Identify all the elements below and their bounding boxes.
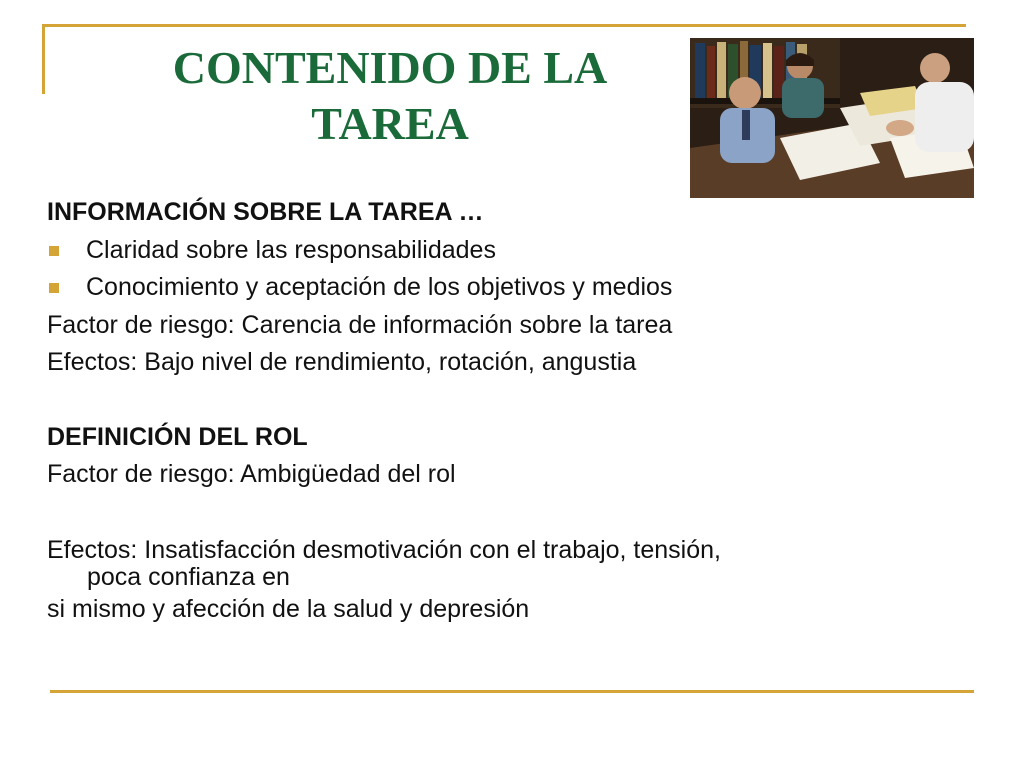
efectos-2-line-2: poca confianza en — [87, 562, 290, 591]
slide-title — [100, 40, 680, 152]
bullet-text: Claridad sobre las responsabilidades — [86, 235, 496, 264]
heading-definicion-rol: DEFINICIÓN DEL ROL — [47, 422, 308, 451]
efectos-2-line-1: Efectos: Insatisfacción desmotivación con el trabajo, tensión, — [47, 535, 721, 564]
square-bullet-icon — [49, 283, 59, 293]
factor-riesgo-2: Factor de riesgo: Ambigüedad del rol — [47, 460, 456, 488]
spacer — [47, 382, 947, 419]
bullet-text: Conocimiento y aceptación de los objetivos y medios — [86, 273, 673, 301]
photo-illustration — [690, 38, 974, 198]
top-accent-line — [42, 24, 966, 27]
spacer — [47, 494, 947, 531]
slide-title-line-1: CONTENIDO DE LA — [172, 42, 608, 93]
heading-informacion: INFORMACIÓN SOBRE LA TAREA … — [47, 198, 484, 226]
bullet-item — [47, 232, 947, 270]
bullet-item — [47, 269, 947, 307]
slide-title-line-2: TAREA — [311, 98, 469, 149]
slide-body — [47, 194, 947, 628]
left-accent-line — [42, 24, 45, 94]
bottom-accent-line — [50, 690, 974, 693]
factor-riesgo-1: Factor de riesgo: Carencia de información sobre la tarea — [47, 310, 673, 339]
efectos-2-block — [47, 537, 947, 591]
office-meeting-photo — [690, 38, 974, 198]
efectos-1: Efectos: Bajo nivel de rendimiento, rotación, angustia — [47, 348, 637, 376]
efectos-2-line-3: si mismo y afección de la salud y depresión — [47, 594, 530, 623]
square-bullet-icon — [49, 246, 59, 256]
